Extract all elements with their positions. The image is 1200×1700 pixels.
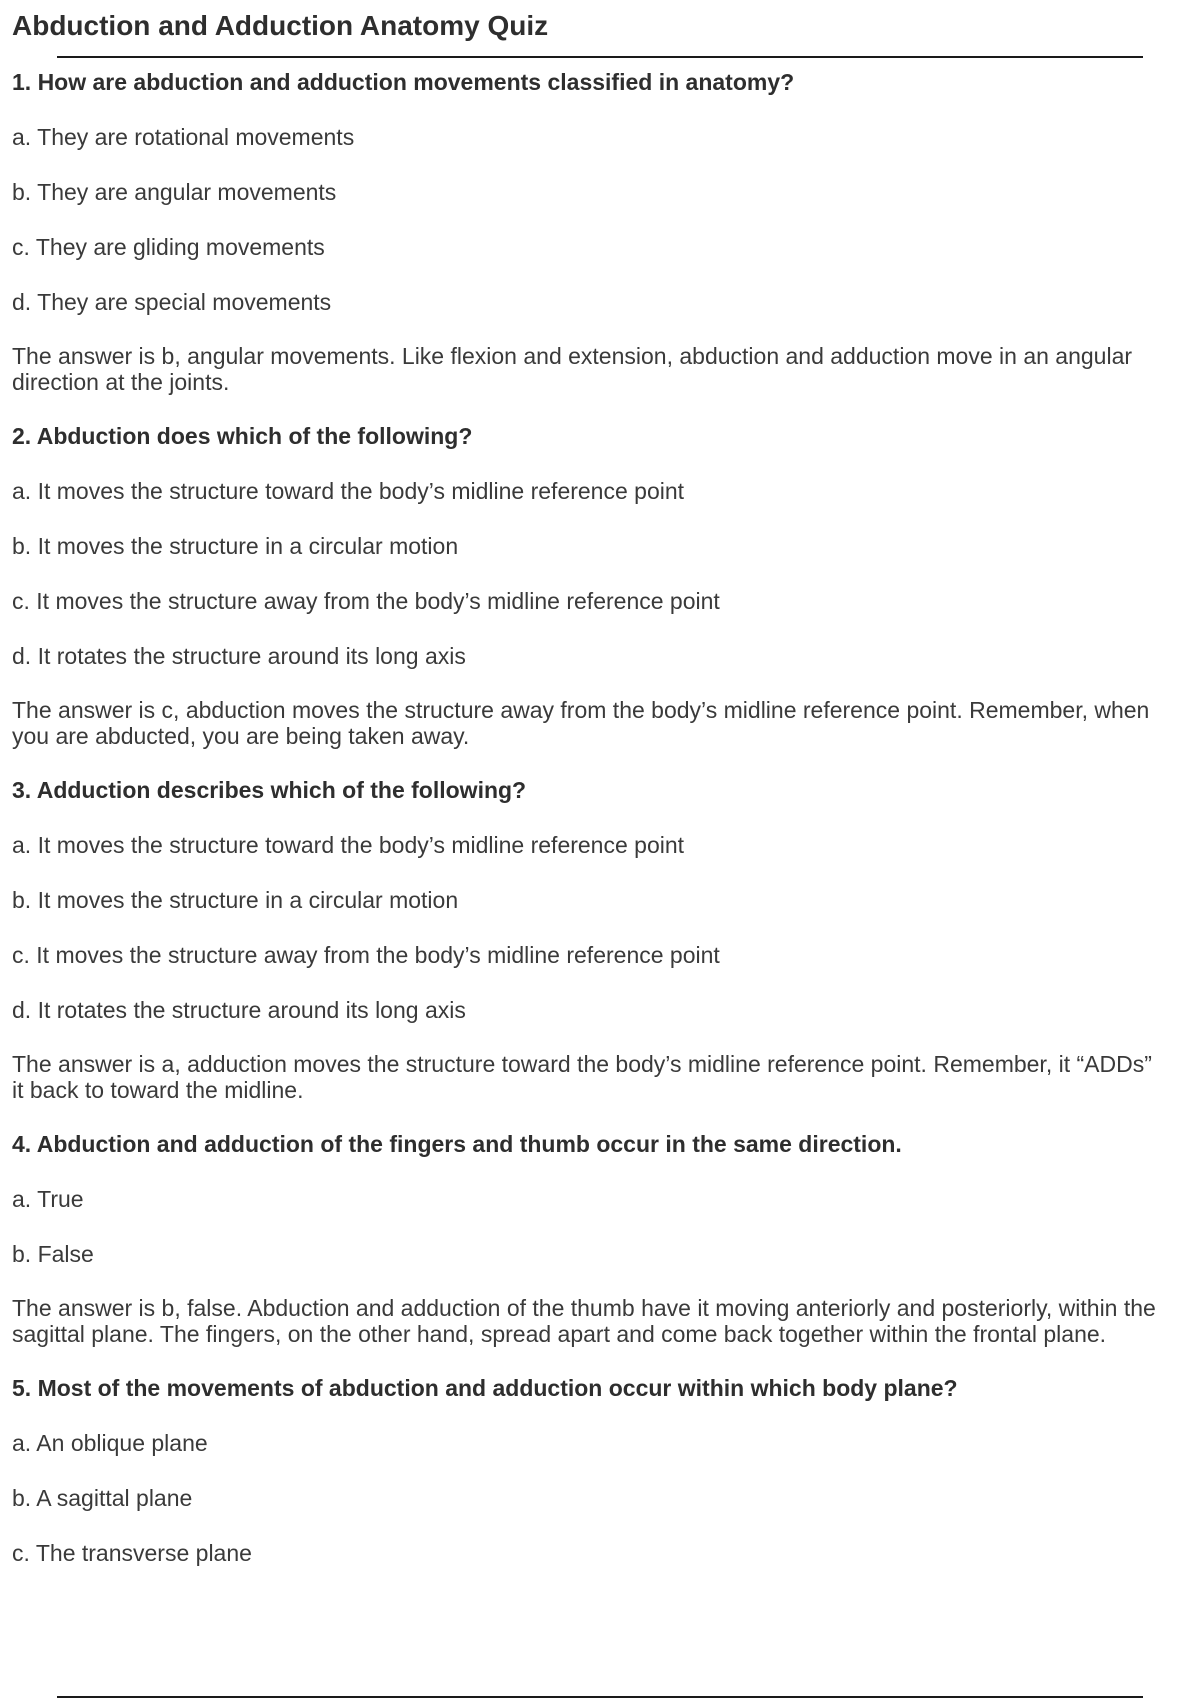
option-b: b. A sagittal plane — [12, 1485, 193, 1511]
bottom-divider — [57, 1696, 1143, 1698]
question-text: 1. How are abduction and adduction movements classified in anatomy? — [12, 69, 795, 95]
option-c: c. It moves the structure away from the body’s midline reference point — [12, 588, 720, 614]
question-text: 2. Abduction does which of the following? — [12, 423, 473, 449]
option-d: d. It rotates the structure around its long axis — [12, 643, 466, 669]
option-b: b. It moves the structure in a circular motion — [12, 533, 459, 559]
page-title: Abduction and Adduction Anatomy Quiz — [12, 10, 549, 41]
option-c: c. They are gliding movements — [12, 234, 325, 260]
option-d: d. It rotates the structure around its long axis — [12, 997, 466, 1023]
option-b: b. It moves the structure in a circular motion — [12, 887, 459, 913]
option-a: a. True — [12, 1186, 84, 1212]
quiz-content — [12, 68, 1200, 1594]
option-a: a. It moves the structure toward the body’s midline reference point — [12, 832, 685, 858]
quiz-question-5 — [12, 1374, 1200, 1567]
option-d: d. They are special movements — [12, 289, 332, 315]
option-a: a. An oblique plane — [12, 1430, 208, 1456]
answer-explanation: The answer is c, abduction moves the structure away from the body’s midline reference point. Remember, when you are abducted, you are being taken away. — [12, 697, 1150, 749]
option-c: c. The transverse plane — [12, 1540, 252, 1566]
quiz-question-1 — [12, 68, 1200, 395]
option-a: a. They are rotational movements — [12, 124, 355, 150]
top-divider — [57, 56, 1143, 58]
quiz-question-3 — [12, 776, 1200, 1103]
answer-explanation: The answer is b, angular movements. Like flexion and extension, abduction and adduction move in an angular direction at the joints. — [12, 343, 1133, 395]
question-text: 3. Adduction describes which of the following? — [12, 777, 527, 803]
option-b: b. False — [12, 1241, 94, 1267]
option-a: a. It moves the structure toward the body’s midline reference point — [12, 478, 685, 504]
question-text: 5. Most of the movements of abduction and adduction occur within which body plane? — [12, 1375, 958, 1401]
quiz-question-2 — [12, 422, 1200, 749]
quiz-question-4 — [12, 1130, 1200, 1347]
answer-explanation: The answer is a, adduction moves the structure toward the body’s midline reference point. Remember, it “ADDs” it back to toward the midline. — [12, 1051, 1152, 1103]
option-c: c. It moves the structure away from the body’s midline reference point — [12, 942, 720, 968]
answer-explanation: The answer is b, false. Abduction and adduction of the thumb have it moving anteriorly and posteriorly, within the sagittal plane. The fingers, on the other hand, spread apart and come back together within the frontal plane. — [12, 1295, 1156, 1347]
question-text: 4. Abduction and adduction of the fingers and thumb occur in the same direction. — [12, 1131, 902, 1157]
option-b: b. They are angular movements — [12, 179, 337, 205]
